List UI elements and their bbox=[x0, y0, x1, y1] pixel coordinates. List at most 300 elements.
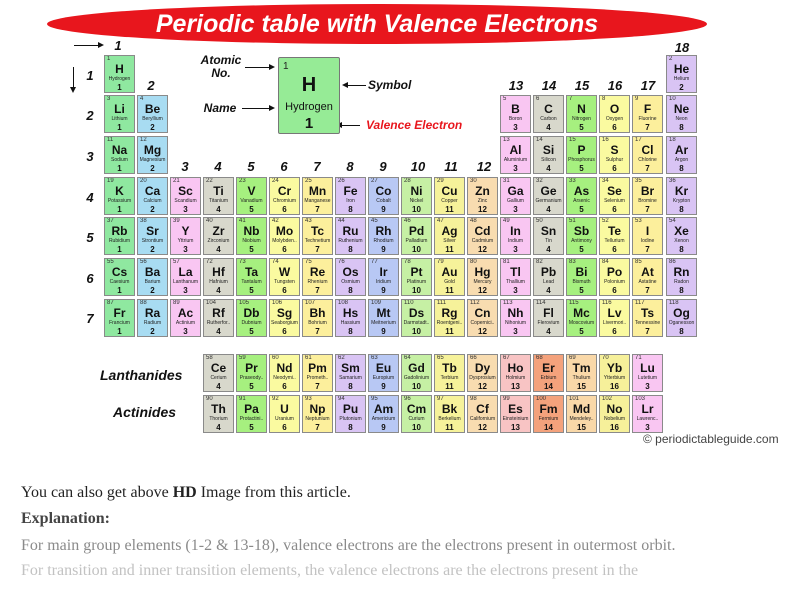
key-cell bbox=[278, 57, 340, 134]
valence-electrons: 6 bbox=[282, 245, 287, 254]
valence-electrons: 15 bbox=[577, 423, 586, 432]
element-name: Platinum bbox=[406, 279, 427, 285]
atomic-number: 15 bbox=[569, 137, 576, 143]
element-name: Thallium bbox=[506, 279, 525, 285]
atomic-no-label: Atomic No. bbox=[200, 53, 242, 80]
valence-electrons: 11 bbox=[445, 382, 454, 391]
element-cell-s bbox=[599, 136, 630, 174]
arrow-right-icon bbox=[242, 108, 273, 109]
element-name: Flerovium bbox=[537, 320, 560, 326]
atomic-number: 33 bbox=[569, 178, 576, 184]
element-name: Moscovium bbox=[568, 320, 595, 326]
valence-electrons: 6 bbox=[612, 164, 617, 173]
valence-electrons: 8 bbox=[348, 327, 353, 336]
group-label: 8 bbox=[346, 159, 354, 174]
valence-electrons: 9 bbox=[381, 286, 386, 295]
element-name: Phosphorus bbox=[568, 157, 595, 163]
atomic-number: 32 bbox=[536, 178, 543, 184]
element-symbol: Ge bbox=[540, 184, 557, 198]
element-cell-sn bbox=[533, 217, 564, 255]
element-name: Palladium bbox=[405, 238, 428, 244]
element-symbol: Na bbox=[111, 143, 128, 157]
element-symbol: C bbox=[544, 102, 553, 116]
valence-electrons: 6 bbox=[612, 286, 617, 295]
element-symbol: Kr bbox=[674, 184, 689, 198]
element-name: Darmstadt.. bbox=[403, 320, 430, 326]
valence-electrons: 9 bbox=[381, 327, 386, 336]
valence-electrons: 8 bbox=[348, 286, 353, 295]
valence-electrons: 10 bbox=[412, 423, 421, 432]
atomic-number: 13 bbox=[503, 137, 510, 143]
valence-electrons: 12 bbox=[478, 205, 487, 214]
atomic-number: 81 bbox=[503, 259, 510, 265]
element-name: Argon bbox=[674, 157, 689, 163]
element-name: Copper bbox=[441, 198, 458, 204]
element-symbol: Nb bbox=[243, 224, 260, 238]
element-cell-tl bbox=[500, 258, 531, 296]
element-symbol: Ni bbox=[410, 184, 423, 198]
valence-electrons: 5 bbox=[579, 286, 584, 295]
atomic-number: 110 bbox=[404, 300, 414, 306]
element-name: Tungsten bbox=[274, 279, 295, 285]
element-symbol: Be bbox=[144, 102, 161, 116]
element-name: Einsteinium bbox=[502, 416, 529, 422]
element-cell-eu bbox=[368, 354, 399, 392]
element-cell-fl bbox=[533, 299, 564, 337]
element-symbol: Bi bbox=[575, 265, 588, 279]
valence-electrons: 8 bbox=[679, 205, 684, 214]
valence-electrons: 4 bbox=[216, 245, 221, 254]
element-cell-bk bbox=[434, 395, 465, 433]
atomic-number: 41 bbox=[239, 218, 246, 224]
element-cell-b bbox=[500, 95, 531, 133]
arrow-left-icon bbox=[344, 85, 366, 86]
valence-electrons: 8 bbox=[679, 286, 684, 295]
group-label: 6 bbox=[280, 159, 288, 174]
element-symbol: Ir bbox=[379, 265, 388, 279]
element-name: Meitnerium bbox=[371, 320, 396, 326]
valence-electrons: 8 bbox=[679, 327, 684, 336]
element-symbol: Og bbox=[673, 306, 690, 320]
atomic-number: 10 bbox=[669, 96, 676, 102]
key-symbol: H bbox=[301, 74, 317, 96]
group-arrow-icon bbox=[74, 45, 102, 46]
atomic-number: 56 bbox=[140, 259, 147, 265]
element-symbol: Cf bbox=[476, 402, 489, 416]
element-symbol: Ru bbox=[342, 224, 359, 238]
atomic-number: 111 bbox=[437, 300, 447, 306]
atomic-number: 115 bbox=[569, 300, 579, 306]
element-name: Copernici.. bbox=[470, 320, 495, 326]
element-name: Potassium bbox=[107, 198, 132, 204]
element-cell-v bbox=[236, 177, 267, 215]
element-symbol: Pm bbox=[308, 361, 327, 375]
atomic-number: 34 bbox=[602, 178, 609, 184]
valence-electrons: 6 bbox=[282, 382, 287, 391]
element-name: Iodine bbox=[640, 238, 655, 244]
atomic-number: 76 bbox=[338, 259, 345, 265]
element-symbol: Cl bbox=[641, 143, 654, 157]
element-cell-ti bbox=[203, 177, 234, 215]
element-cell-bi bbox=[566, 258, 597, 296]
element-cell-np bbox=[302, 395, 333, 433]
element-symbol: W bbox=[278, 265, 291, 279]
element-cell-po bbox=[599, 258, 630, 296]
element-cell-cm bbox=[401, 395, 432, 433]
element-name: Radon bbox=[674, 279, 689, 285]
atomic-number: 16 bbox=[602, 137, 609, 143]
atomic-number: 62 bbox=[338, 355, 345, 361]
valence-electrons: 12 bbox=[478, 327, 487, 336]
element-cell-hs bbox=[335, 299, 366, 337]
group-label: 5 bbox=[247, 159, 255, 174]
atomic-number: 35 bbox=[635, 178, 642, 184]
atomic-number: 46 bbox=[404, 218, 411, 224]
element-cell-as bbox=[566, 177, 597, 215]
atomic-number: 31 bbox=[503, 178, 510, 184]
atomic-number: 3 bbox=[107, 96, 111, 102]
element-symbol: Ac bbox=[177, 306, 194, 320]
element-symbol: F bbox=[643, 102, 652, 116]
element-symbol: B bbox=[511, 102, 520, 116]
element-name: Caesium bbox=[109, 279, 130, 285]
valence-electrons: 11 bbox=[445, 286, 454, 295]
atomic-number: 114 bbox=[536, 300, 546, 306]
element-cell-ba bbox=[137, 258, 168, 296]
element-symbol: Y bbox=[181, 224, 190, 238]
element-name: Neptunium bbox=[305, 416, 330, 422]
atomic-number: 58 bbox=[206, 355, 213, 361]
element-symbol: Xe bbox=[674, 224, 689, 238]
element-name: Niobium bbox=[242, 238, 261, 244]
atomic-number: 99 bbox=[503, 396, 510, 402]
element-symbol: Cu bbox=[441, 184, 458, 198]
valence-electrons: 13 bbox=[511, 423, 520, 432]
element-symbol: Cm bbox=[406, 402, 427, 416]
element-name: Cobalt bbox=[376, 198, 391, 204]
note-text: Image from this article. bbox=[196, 484, 351, 501]
atomic-number: 85 bbox=[635, 259, 642, 265]
atomic-number: 49 bbox=[503, 218, 510, 224]
element-symbol: Mn bbox=[308, 184, 327, 198]
valence-electrons: 5 bbox=[249, 245, 254, 254]
element-cell-cl bbox=[632, 136, 663, 174]
element-name: Silver bbox=[443, 238, 456, 244]
valence-electrons: 3 bbox=[513, 164, 518, 173]
valence-electrons: 6 bbox=[612, 205, 617, 214]
valence-label: Valence Electron bbox=[366, 118, 463, 132]
element-name: Gold bbox=[444, 279, 455, 285]
element-symbol: Pd bbox=[408, 224, 425, 238]
period-label: 7 bbox=[86, 311, 94, 326]
atomic-number: 88 bbox=[140, 300, 147, 306]
element-cell-cn bbox=[467, 299, 498, 337]
element-cell-cs bbox=[104, 258, 135, 296]
element-name: Astatine bbox=[638, 279, 657, 285]
element-cell-he bbox=[666, 55, 697, 93]
element-cell-sr bbox=[137, 217, 168, 255]
element-name: Neodymi.. bbox=[273, 375, 296, 381]
element-name: Lutetium bbox=[637, 375, 658, 381]
element-cell-te bbox=[599, 217, 630, 255]
atomic-number: 87 bbox=[107, 300, 114, 306]
atomic-number: 71 bbox=[635, 355, 642, 361]
atomic-number: 6 bbox=[536, 96, 540, 102]
valence-electrons: 6 bbox=[612, 245, 617, 254]
atomic-number: 78 bbox=[404, 259, 411, 265]
atomic-number: 36 bbox=[669, 178, 676, 184]
atomic-number: 38 bbox=[140, 218, 147, 224]
element-name: Fermium bbox=[538, 416, 559, 422]
atomic-number: 4 bbox=[140, 96, 144, 102]
atomic-number: 93 bbox=[305, 396, 312, 402]
atomic-number: 96 bbox=[404, 396, 411, 402]
atomic-number: 30 bbox=[470, 178, 477, 184]
atomic-number: 54 bbox=[669, 218, 676, 224]
element-cell-pa bbox=[236, 395, 267, 433]
element-cell-ag bbox=[434, 217, 465, 255]
valence-electrons: 11 bbox=[445, 205, 454, 214]
element-name: Praseody.. bbox=[239, 375, 264, 381]
explanation-text: For transition and inner transition elements, the valence electrons are the electrons present in the bbox=[21, 562, 639, 579]
valence-electrons: 9 bbox=[381, 423, 386, 432]
valence-electrons: 5 bbox=[579, 245, 584, 254]
element-symbol: Sc bbox=[178, 184, 193, 198]
atomic-number: 97 bbox=[437, 396, 444, 402]
element-symbol: Ra bbox=[144, 306, 161, 320]
element-name: Vanadium bbox=[240, 198, 263, 204]
element-cell-u bbox=[269, 395, 300, 433]
element-cell-no bbox=[599, 395, 630, 433]
element-cell-fr bbox=[104, 299, 135, 337]
atomic-number: 67 bbox=[503, 355, 510, 361]
element-cell-lu bbox=[632, 354, 663, 392]
atomic-number: 43 bbox=[305, 218, 312, 224]
element-symbol: Au bbox=[441, 265, 458, 279]
valence-electrons: 3 bbox=[645, 423, 650, 432]
valence-electrons: 3 bbox=[183, 327, 188, 336]
element-cell-zn bbox=[467, 177, 498, 215]
element-symbol: Ag bbox=[441, 224, 458, 238]
valence-electrons: 1 bbox=[117, 123, 122, 132]
valence-electrons: 13 bbox=[511, 382, 520, 391]
element-name: Samarium bbox=[339, 375, 362, 381]
element-symbol: Ca bbox=[144, 184, 161, 198]
element-cell-ta bbox=[236, 258, 267, 296]
element-name: Beryllium bbox=[142, 116, 163, 122]
valence-electrons: 7 bbox=[645, 245, 650, 254]
element-name: Livermori.. bbox=[602, 320, 627, 326]
valence-electrons: 4 bbox=[216, 327, 221, 336]
atomic-number: 7 bbox=[569, 96, 573, 102]
element-name: Ruthenium bbox=[338, 238, 363, 244]
atomic-number: 106 bbox=[272, 300, 283, 306]
valence-electrons: 7 bbox=[645, 205, 650, 214]
valence-electrons: 5 bbox=[249, 327, 254, 336]
element-name: Nickel bbox=[409, 198, 424, 204]
element-cell-p bbox=[566, 136, 597, 174]
atomic-number: 72 bbox=[206, 259, 213, 265]
element-cell-y bbox=[170, 217, 201, 255]
group-label: 2 bbox=[147, 78, 155, 93]
atomic-number: 42 bbox=[272, 218, 279, 224]
element-name: Mendeley.. bbox=[569, 416, 594, 422]
atomic-number: 104 bbox=[206, 300, 217, 306]
element-cell-tb bbox=[434, 354, 465, 392]
valence-electrons: 7 bbox=[645, 164, 650, 173]
element-cell-rg bbox=[434, 299, 465, 337]
element-symbol: In bbox=[510, 224, 521, 238]
element-symbol: Sg bbox=[276, 306, 293, 320]
valence-electrons: 7 bbox=[315, 423, 320, 432]
element-cell-ce bbox=[203, 354, 234, 392]
element-cell-xe bbox=[666, 217, 697, 255]
atomic-number: 65 bbox=[437, 355, 444, 361]
atomic-number: 44 bbox=[338, 218, 345, 224]
valence-electrons: 12 bbox=[478, 286, 487, 295]
element-cell-rb bbox=[104, 217, 135, 255]
element-cell-mt bbox=[368, 299, 399, 337]
element-name: Arsenic bbox=[573, 198, 590, 204]
element-name: Oxygen bbox=[605, 116, 624, 122]
valence-electrons: 3 bbox=[513, 245, 518, 254]
element-cell-w bbox=[269, 258, 300, 296]
element-symbol: Db bbox=[243, 306, 260, 320]
atomic-number: 107 bbox=[305, 300, 316, 306]
element-name: Rubidium bbox=[108, 238, 131, 244]
valence-electrons: 11 bbox=[445, 245, 454, 254]
atomic-number: 8 bbox=[602, 96, 606, 102]
element-cell-co bbox=[368, 177, 399, 215]
element-symbol: Se bbox=[607, 184, 622, 198]
valence-electrons: 2 bbox=[679, 83, 684, 92]
element-name: Germanium bbox=[535, 198, 562, 204]
element-name: Selenium bbox=[604, 198, 625, 204]
valence-electrons: 3 bbox=[183, 245, 188, 254]
element-cell-rf bbox=[203, 299, 234, 337]
valence-electrons: 9 bbox=[381, 205, 386, 214]
group-label: 18 bbox=[674, 40, 690, 55]
element-name: Polonium bbox=[604, 279, 625, 285]
element-name: Nobelium bbox=[603, 416, 626, 422]
valence-electrons: 7 bbox=[315, 327, 320, 336]
atomic-number: 77 bbox=[371, 259, 378, 265]
atomic-number: 21 bbox=[173, 178, 180, 184]
element-symbol: Rn bbox=[673, 265, 690, 279]
element-cell-ds bbox=[401, 299, 432, 337]
atomic-number: 70 bbox=[602, 355, 609, 361]
element-cell-cu bbox=[434, 177, 465, 215]
group-label: 3 bbox=[181, 159, 189, 174]
element-name: Lawrenc.. bbox=[636, 416, 659, 422]
element-cell-ir bbox=[368, 258, 399, 296]
group-label: 13 bbox=[508, 78, 524, 93]
valence-electrons: 7 bbox=[645, 327, 650, 336]
element-symbol: Md bbox=[572, 402, 591, 416]
element-name: Seaborgium bbox=[271, 320, 298, 326]
atomic-number: 75 bbox=[305, 259, 312, 265]
valence-electrons: 10 bbox=[412, 245, 421, 254]
atomic-number: 60 bbox=[272, 355, 279, 361]
element-cell-f bbox=[632, 95, 663, 133]
element-name: Thorium bbox=[209, 416, 228, 422]
element-name: Actinium bbox=[175, 320, 196, 326]
valence-electrons: 4 bbox=[546, 286, 551, 295]
element-name: Plutonium bbox=[339, 416, 362, 422]
atomic-number: 82 bbox=[536, 259, 543, 265]
element-symbol: Pu bbox=[342, 402, 359, 416]
valence-electrons: 1 bbox=[117, 83, 122, 92]
valence-electrons: 7 bbox=[315, 245, 320, 254]
atomic-number: 24 bbox=[272, 178, 279, 184]
valence-electrons: 8 bbox=[348, 245, 353, 254]
element-symbol: Co bbox=[375, 184, 392, 198]
element-name: Rhodium bbox=[373, 238, 394, 244]
element-cell-am bbox=[368, 395, 399, 433]
element-symbol: As bbox=[573, 184, 590, 198]
watermark: © periodictableguide.com bbox=[643, 432, 779, 446]
valence-electrons: 5 bbox=[579, 327, 584, 336]
element-name: Ytterbium bbox=[603, 375, 626, 381]
atomic-number: 51 bbox=[569, 218, 576, 224]
element-symbol: Nh bbox=[507, 306, 524, 320]
element-symbol: Sm bbox=[341, 361, 360, 375]
valence-electrons: 5 bbox=[249, 286, 254, 295]
element-cell-tc bbox=[302, 217, 333, 255]
element-name: Bismuth bbox=[572, 279, 591, 285]
atomic-number: 11 bbox=[107, 137, 114, 143]
element-symbol: Cd bbox=[474, 224, 491, 238]
element-name: Magnesium bbox=[139, 157, 166, 163]
element-cell-li bbox=[104, 95, 135, 133]
element-cell-in bbox=[500, 217, 531, 255]
element-cell-bh bbox=[302, 299, 333, 337]
atomic-number: 26 bbox=[338, 178, 345, 184]
element-name: Xenon bbox=[674, 238, 689, 244]
element-cell-o bbox=[599, 95, 630, 133]
valence-electrons: 3 bbox=[513, 123, 518, 132]
element-name: Cerium bbox=[210, 375, 227, 381]
element-name: Rutherfor.. bbox=[206, 320, 231, 326]
element-symbol: Li bbox=[114, 102, 125, 116]
valence-electrons: 9 bbox=[381, 382, 386, 391]
element-name: Erbium bbox=[540, 375, 557, 381]
atomic-number: 84 bbox=[602, 259, 609, 265]
group-label: 14 bbox=[541, 78, 557, 93]
atomic-number: 91 bbox=[239, 396, 246, 402]
element-symbol: Hg bbox=[474, 265, 491, 279]
element-symbol: Pr bbox=[245, 361, 258, 375]
element-name: Tennessine bbox=[634, 320, 661, 326]
element-name: Zirconium bbox=[207, 238, 230, 244]
element-symbol: Pa bbox=[244, 402, 259, 416]
valence-electrons: 7 bbox=[645, 123, 650, 132]
element-cell-sb bbox=[566, 217, 597, 255]
valence-electrons: 6 bbox=[612, 123, 617, 132]
hd-link[interactable]: HD bbox=[172, 484, 197, 501]
element-symbol: Mo bbox=[275, 224, 294, 238]
hd-image-note bbox=[21, 484, 351, 502]
valence-electrons: 10 bbox=[412, 382, 421, 391]
element-cell-dy bbox=[467, 354, 498, 392]
atomic-number: 83 bbox=[569, 259, 576, 265]
page-title: Periodic table with Valence Electrons bbox=[155, 10, 599, 38]
actinides-label: Actinides bbox=[113, 404, 177, 420]
element-cell-th bbox=[203, 395, 234, 433]
group-label: 4 bbox=[214, 159, 222, 174]
element-cell-ru bbox=[335, 217, 366, 255]
atomic-number: 95 bbox=[371, 396, 378, 402]
